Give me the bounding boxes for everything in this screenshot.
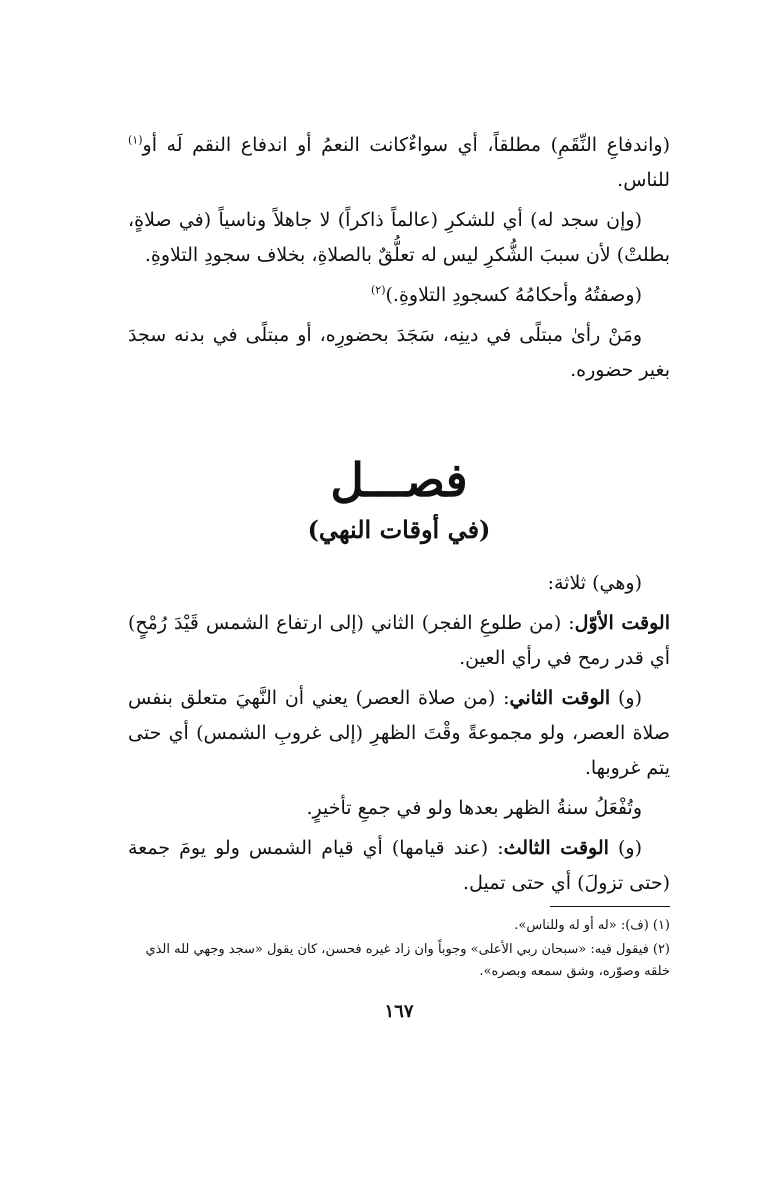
footnote-ref-1[interactable]: (١) bbox=[128, 133, 143, 147]
third-time-prefix: (و) bbox=[608, 837, 643, 859]
third-time-label: الوقت الثالث bbox=[503, 837, 609, 859]
footnote-ref-2[interactable]: (٢) bbox=[371, 283, 386, 297]
paragraph-text-end: للناس. bbox=[617, 169, 670, 191]
paragraph-second-time bbox=[128, 681, 670, 786]
paragraph-text: (وصفتُهُ وأحكامُهُ كسجودِ التلاوةِ.) bbox=[385, 284, 642, 306]
paragraph-text: (واندفاعِ النِّقَمِ) مطلقاً، أي سواءٌكانت النعمُ أو اندفاع النقم لَه أو bbox=[142, 134, 670, 156]
footnote-1 bbox=[128, 915, 670, 937]
paragraph-first-time bbox=[128, 606, 670, 676]
paragraph-afflicted: ومَنْ رأىٰ مبتلًى في دينِه، سَجَدَ بحضورِه، أو مبتلًى في بدنه سجدَ بغير حضوره. bbox=[128, 324, 670, 381]
footnote-label: (٢) bbox=[652, 942, 670, 957]
footnote-text: فيقول فيه: «سبحان ربي الأعلى» وجوباً وان زاد غيره فحسن، كان يقول «سجد وجهي لله الذي خلقه وصوّره، وشق سمعه وبصره». bbox=[145, 942, 670, 979]
paragraph-intro: (وهي) ثلاثة: bbox=[547, 572, 642, 594]
paragraph-gratitude-scope bbox=[128, 128, 670, 198]
second-time-prefix: (و) bbox=[610, 687, 642, 709]
footnotes bbox=[128, 915, 670, 983]
paragraph-third-time bbox=[128, 831, 670, 901]
footnote-text: (ف): «له أو له وللناس». bbox=[514, 918, 649, 933]
footnote-label: (١) bbox=[652, 918, 670, 933]
paragraph-prostration-in-prayer: (وإن سجد له) أي للشكرِ (عالماً ذاكراً) لا جاهلاً وناسياً (في صلاةٍ، بطلتْ) لأن سببَ الشُّكرِ ليس له تعلُّقٌ بالصلاةِ، بخلاف سجودِ التلاوةِ. bbox=[128, 209, 670, 266]
section-heading bbox=[128, 450, 670, 550]
second-time-label: الوقت الثاني bbox=[509, 687, 611, 709]
third-time-text: : (عند قيامها) أي قيام الشمس ولو يومَ جمعة (حتى تزولَ) أي حتى تميل. bbox=[128, 837, 670, 894]
book-page bbox=[128, 128, 670, 1022]
second-time-text: : (من صلاة العصر) يعني أن النَّهيَ متعلق بنفس صلاة العصر، ولو مجموعةً وقْتَ الظهرِ (إلى غروبِ الشمس) أي حتى يتم غروبها. bbox=[128, 687, 670, 779]
footnote-divider bbox=[550, 906, 670, 907]
paragraph-description bbox=[128, 278, 670, 313]
section-title: (في أوقات النهي) bbox=[307, 515, 491, 544]
paragraph-sunnah: وتُفْعَلُ سنةُ الظهر بعدها ولو في جمعِ تأخيرٍ. bbox=[306, 797, 642, 819]
fasl-ornament: فصـــل bbox=[330, 453, 468, 507]
first-time-label: الوقت الأوّل bbox=[574, 612, 670, 634]
footnote-2 bbox=[128, 939, 670, 983]
first-time-text: : (من طلوعِ الفجر) الثاني (إلى ارتفاع الشمس قَيْدَ رُمْحٍ) أي قدر رمح في رأي العين. bbox=[128, 612, 670, 669]
page-number: ١٦٧ bbox=[384, 1001, 414, 1022]
